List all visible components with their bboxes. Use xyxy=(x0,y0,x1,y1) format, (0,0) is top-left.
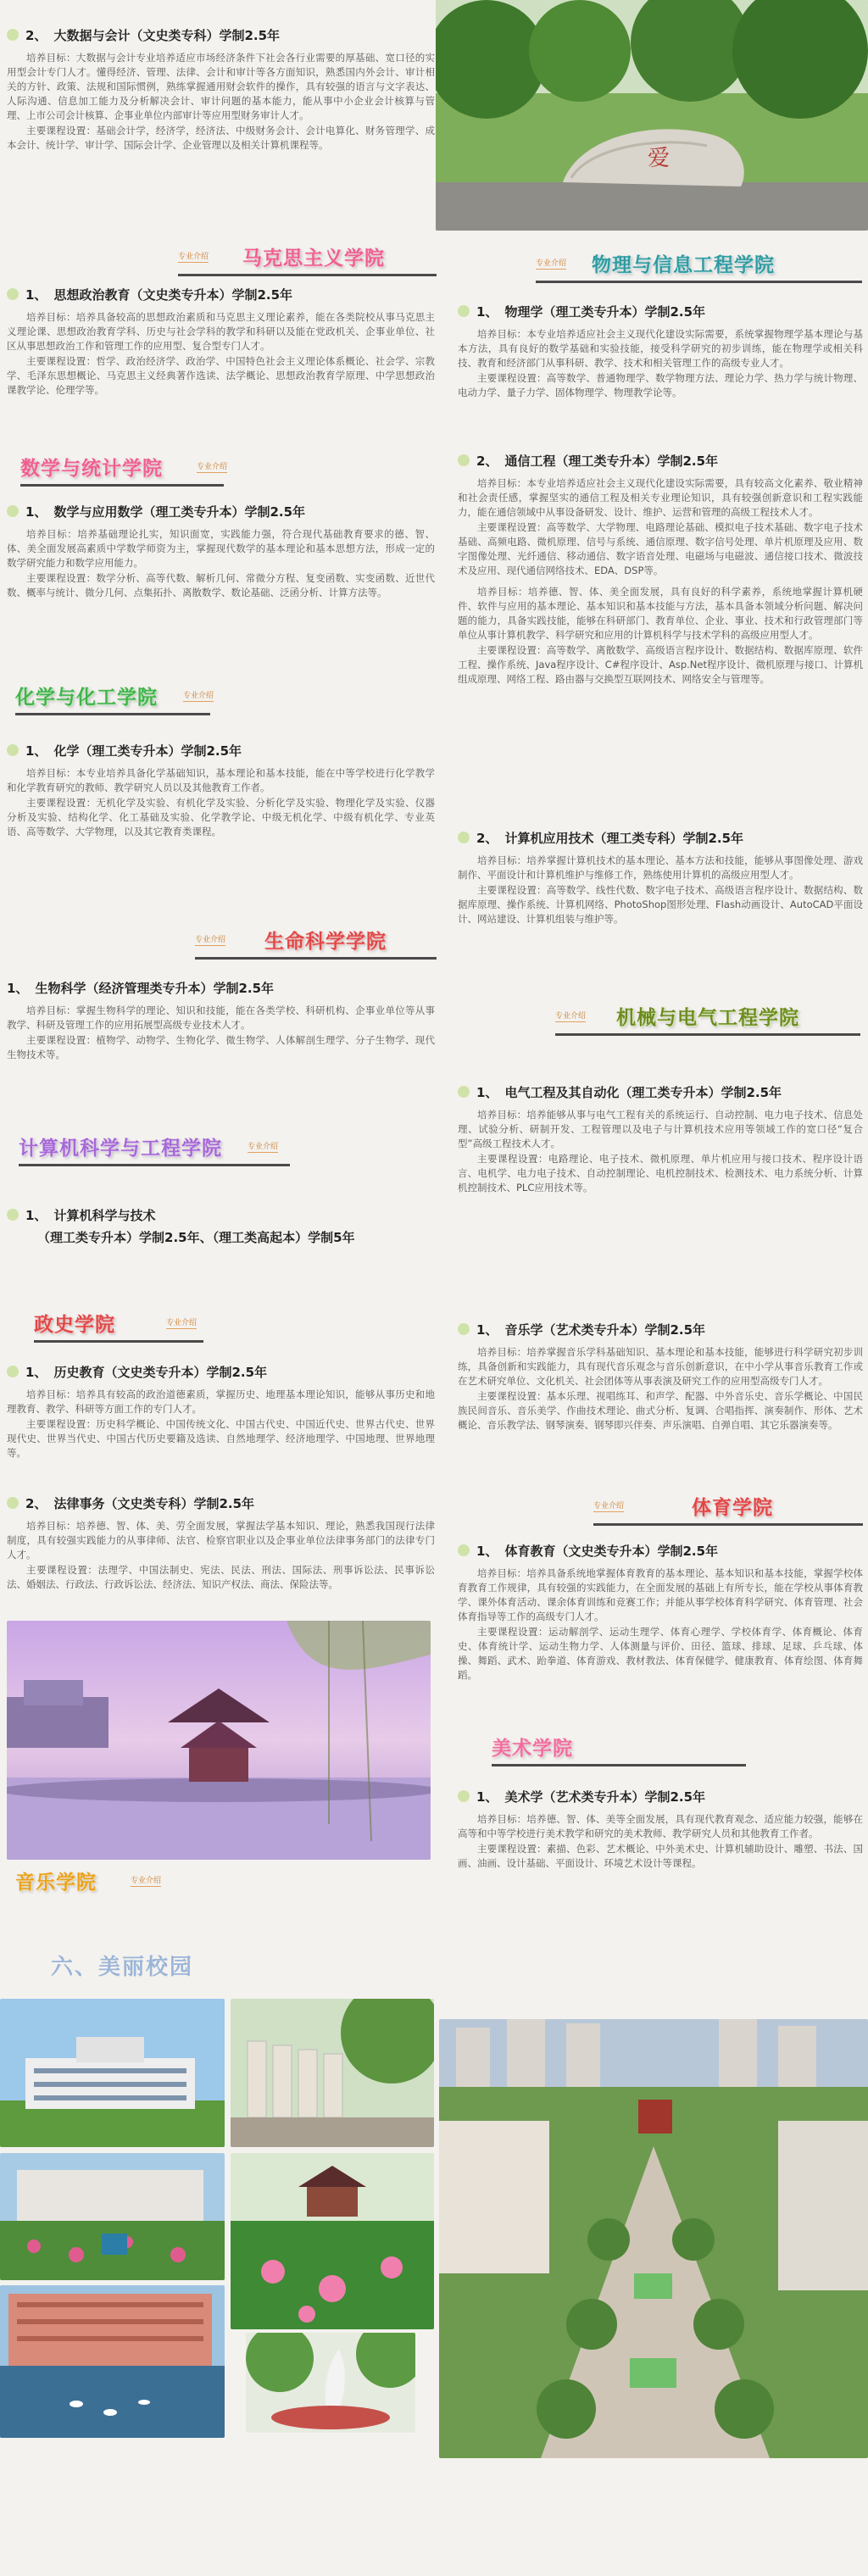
program-paragraph: 培养目标：培养德、智、体、美等全面发展，具有现代教育观念、适应能力较强，能够在高等和中等学校进行美术教学和研究的美术教师、教学研究人员和其他教育工作者。 xyxy=(458,1813,863,1839)
program-paragraph: 主要课程设置：基础会计学，经济学，经济法、中级财务会计、会计电算化、财务管理学、成本会计、统计学、审计学、国际会计学、企业管理以及相关计算机课程等。 xyxy=(7,125,435,151)
program-heading: 1、 物理学（理工类专升本）学制2.5年 xyxy=(458,300,863,322)
physics-program-block-2 xyxy=(458,449,863,822)
program-heading: 1、 思想政治教育（文史类专升本）学制2.5年 xyxy=(7,283,435,305)
college-name: 数学与统计学院 xyxy=(20,457,163,480)
program-paragraph: 主要课程设置：运动解剖学、运动生理学、体育心理学、学校体育学、体育概论、体育史、体育统计学、运动生物力学、人体测量与评价、田径、篮球、排球、足球、乒乓球、体操、舞蹈、武术、跆拳道、体育游戏、教材教法、体育保健学、健康教育、体育绘图、体育舞蹈。 xyxy=(458,1626,863,1681)
program-paragraph: 培养目标：培养能够从事与电气工程有关的系统运行、自动控制、电力电子技术、信息处理、试验分析、研制开发、工程管理以及电子与计算机技术应用等领域工作的宽口径“复合型”高级工程技术人才。 xyxy=(458,1109,863,1149)
politics-program-block-1 xyxy=(7,1360,435,1488)
college-name: 生命科学学院 xyxy=(264,930,387,953)
intro-tag: 专业介绍 xyxy=(593,1499,624,1512)
college-physics-heading xyxy=(536,246,862,280)
college-name: 机械与电气工程学院 xyxy=(616,1006,800,1029)
program-heading: 1、 化学（理工类专升本）学制2.5年 xyxy=(7,739,435,761)
program-paragraph: 培养目标：本专业培养适应社会主义现代化建设实际需要，系统掌握物理学基本理论与基本方法，具有良好的数学基础和实验技能，接受科学研究的初步训练，能在物理学或相关科技、教育和经济部门从事科研、教学、技术和相关管理工作的高级专业人才。 xyxy=(458,328,863,369)
intro-tag: 专业介绍 xyxy=(166,1316,197,1329)
college-marx-heading xyxy=(178,239,437,273)
physics-program-block-1 xyxy=(458,300,863,440)
program-heading: 1、 电气工程及其自动化（理工类专升本）学制2.5年 xyxy=(458,1081,863,1103)
program-paragraph: 培养目标：培养基础理论扎实，知识面宽，实践能力强，符合现代基础教育要求的德、智、体、美全面发展高素质中学数学师资为主，掌握现代数学的基本理论和基本思想方法，形成一定的数学研究能力和数学应用能力。 xyxy=(7,528,435,569)
program-paragraph: 培养目标：培养掌握计算机技术的基本理论、基本方法和技能，能够从事图像处理、游戏制作、平面设计和计算机维护与维修工作，熟练使用计算机的高级应用型人才。 xyxy=(458,854,863,881)
program-heading: 2、 通信工程（理工类专升本）学制2.5年 xyxy=(458,449,863,471)
bullet-dot-icon xyxy=(7,29,19,41)
program-paragraph: 培养目标：培养德、智、体、美、劳全面发展，掌握法学基本知识、理论，熟悉我国现行法律制度，具有较强实践能力的从事律师、法官、检察官职业以及企事业单位法律事务部门的法律专门人才。 xyxy=(7,1520,435,1561)
chem-program-block xyxy=(7,739,435,892)
program-paragraph: 培养目标：培养具有较高的政治道德素质，掌握历史、地理基本理论知识，能够从事历史和地理教育、教学、科研等方面工作的专门人才。 xyxy=(7,1388,435,1415)
pavilion-photo xyxy=(7,1621,431,1860)
program-paragraph: 主要课程设置：电路理论、电子技术、微机原理、单片机应用与接口技术、程序设计语言、电机学、电力电子技术、自动控制理论、电机控制技术、检测技术、电力系统分析、计算机控制技术、PLC应用技术等。 xyxy=(458,1153,863,1193)
math-program-block xyxy=(7,500,435,644)
sports-program-block xyxy=(458,1539,863,1730)
program-paragraph: 培养目标：大数据与会计专业培养适应市场经济条件下社会各行业需要的厚基础、宽口径的实用型会计专门人才。懂得经济、管理、法律、会计和审计等各方面知识，熟悉国内外会计、审计相关的方针、政策、法规和国际惯例，熟练掌握通用财会软件的操作，具有较强的语言与文字表达、人际沟通、信息加工能力及分析解决会计、审计问题的基本能力，能从事中小企业会计核算与管理、上市公司会计核算、企事业单位内部审计等应用型财务审计人才。 xyxy=(7,52,435,121)
college-chem-heading xyxy=(15,678,270,712)
college-name: 美术学院 xyxy=(492,1737,573,1760)
campus-rock-photo xyxy=(436,0,868,231)
campus-photo-statue xyxy=(246,2333,415,2433)
program-paragraph: 主要课程设置：数学分析、高等代数、解析几何、常微分方程、复变函数、实变函数、近世代数、概率与统计、微分几何、点集拓扑、离散数学、数论基础、泛函分析、计算方法等。 xyxy=(7,572,435,598)
college-name: 马克思主义学院 xyxy=(242,247,386,270)
college-name: 音乐学院 xyxy=(15,1871,97,1894)
college-sports-heading xyxy=(593,1488,863,1522)
intro-tag: 专业介绍 xyxy=(197,460,227,473)
college-name: 化学与化工学院 xyxy=(15,686,158,709)
program-paragraph: 培养目标：掌握生物科学的理论、知识和技能，能在各类学校、科研机构、企事业单位等从事教学、科研及管理工作的应用拓展型高级专业技术人才。 xyxy=(7,1004,435,1031)
intro-tag: 专业介绍 xyxy=(183,689,214,702)
program-heading: 2、 大数据与会计（文史类专科）学制2.5年 xyxy=(7,24,435,46)
bullet-dot-icon xyxy=(458,1323,470,1335)
program-paragraph: 培养目标：培养具备较高的思想政治素质和马克思主义理论素养，能在各类院校从事马克思主义理论课、思想政治教育学科、历史与社会学科的教学和科研以及能在党政机关、企事业单位、社区从事思想政治工作和管理工作的应用型、复合型专门人才。 xyxy=(7,311,435,352)
campus-photo-lake xyxy=(0,2285,225,2438)
campus-photo-aerial xyxy=(439,2019,868,2458)
bullet-dot-icon xyxy=(7,1366,19,1377)
program-paragraph: 主要课程设置：素描、色彩、艺术概论、中外美术史、计算机辅助设计、雕塑、书法、国画、油画、设计基础、平面设计、环境艺术设计等课程。 xyxy=(458,1843,863,1869)
campus-photo-stone-tablets xyxy=(231,1999,434,2147)
intro-tag: 专业介绍 xyxy=(555,1010,586,1022)
program-heading: 1、 体育教育（文史类专升本）学制2.5年 xyxy=(458,1539,863,1561)
campus-photo-lotus-pavilion xyxy=(231,2153,434,2329)
program-heading: 1、 音乐学（艺术类专升本）学制2.5年 xyxy=(458,1318,863,1340)
college-math-heading xyxy=(20,449,275,483)
college-art-heading xyxy=(492,1729,746,1763)
campus-photo-building xyxy=(0,1999,225,2147)
intro-tag: 专业介绍 xyxy=(536,257,566,270)
program-paragraph: 培养目标：本专业培养适应社会主义现代化建设实际需要，具有较高文化素养、敬业精神和社会责任感，掌握坚实的通信工程及相关专业理论知识，具有较强创新意识和工程实践能力，能在通信领域中从事设备研发、设计、维护、运营和管理的高级工程技术人才。 xyxy=(458,477,863,518)
program-subtitle: （理工类专升本）学制2.5年、（理工类高起本）学制5年 xyxy=(37,1229,355,1245)
marx-program-block xyxy=(7,283,435,431)
program-paragraph: 培养目标：培养掌握音乐学科基础知识、基本理论和基本技能，能够进行科学研究初步训练，具备创新和实践能力，具有现代音乐观念与音乐创新意识，在中小学从事音乐教育工作或在艺术研究单位、文化机关、社会团体等从事表演及研究工作的应用型高级专门人才。 xyxy=(458,1346,863,1387)
life-program-block xyxy=(7,976,435,1104)
accounting-block xyxy=(7,24,435,248)
college-name: 计算机科学与工程学院 xyxy=(19,1137,222,1160)
bullet-dot-icon xyxy=(7,505,19,517)
college-name: 政史学院 xyxy=(34,1313,115,1336)
program-paragraph: 主要课程设置：高等数学、普通物理学、数学物理方法、理论力学、热力学与统计物理、电动力学、量子力学、固体物理学、物理教学论等。 xyxy=(458,372,863,398)
program-heading: 1、 计算机科学与技术 xyxy=(7,1204,435,1226)
college-music-heading xyxy=(15,1863,236,1897)
program-paragraph: 主要课程设置：高等数学、线性代数、数字电子技术、高级语言程序设计、数据结构、数据库原理、操作系统、计算机网络、PhotoShop图形处理、Flash动画设计、AutoCAD平面设计、网站建设、计算机组装与维护等。 xyxy=(458,884,863,925)
svg-text:爱: 爱 xyxy=(648,146,670,171)
intro-tag: 专业介绍 xyxy=(131,1874,161,1887)
program-paragraph: 主要课程设置：法理学、中国法制史、宪法、民法、刑法、国际法、刑事诉讼法、民事诉讼法、婚姻法、行政法、行政诉讼法、经济法、知识产权法、商法、保险法等。 xyxy=(7,1564,435,1590)
program-heading: 2、 法律事务（文史类专科）学制2.5年 xyxy=(7,1492,435,1514)
college-life-heading xyxy=(195,922,437,956)
program-paragraph: 主要课程设置：植物学、动物学、生物化学、微生物学、人体解剖生理学、分子生物学、现代生物技术等。 xyxy=(7,1034,435,1060)
intro-tag: 专业介绍 xyxy=(195,933,225,946)
program-paragraph: 主要课程设置：哲学、政治经济学、政治学、中国特色社会主义理论体系概论、社会学、宗教学、毛泽东思想概论、马克思主义经典著作选读、法学概论、思想政治教育学原理、中学思想政治课教学论、伦理学等。 xyxy=(7,355,435,396)
program-heading: 1、 美术学（艺术类专升本）学制2.5年 xyxy=(458,1785,863,1807)
politics-program-block-2 xyxy=(7,1492,435,1619)
college-cs-heading xyxy=(19,1129,358,1163)
program-heading: 1、 生物科学（经济管理类专升本）学制2.5年 xyxy=(7,980,275,996)
program-heading: 1、 历史教育（文史类专升本）学制2.5年 xyxy=(7,1360,435,1383)
college-name: 体育学院 xyxy=(692,1496,774,1519)
campus-section-heading: 六、美丽校园 xyxy=(51,1955,194,1980)
program-paragraph: 培养目标：本专业培养具备化学基础知识，基本理论和基本技能，能在中等学校进行化学教学和化学教育研究的教师、教学研究人员以及其他教育工作者。 xyxy=(7,767,435,793)
program-paragraph: 主要课程设置：高等数学、离散数学、高级语言程序设计、数据结构、数据库原理、软件工程、操作系统、Java程序设计、C#程序设计、Asp.Net程序设计、微机原理与接口、计算机组成原理、网络工程、路由器与交换型互联网技术、网络安全与管理等。 xyxy=(458,644,863,685)
bullet-dot-icon xyxy=(458,832,470,843)
cs-program-block xyxy=(7,1204,435,1255)
bullet-dot-icon xyxy=(7,1497,19,1509)
bullet-dot-icon xyxy=(458,1086,470,1098)
college-mech-heading xyxy=(555,999,860,1032)
campus-photo-garden xyxy=(0,2153,225,2280)
program-paragraph: 主要课程设置：基本乐理、视唱练耳、和声学、配器、中外音乐史、音乐学概论、中国民族民间音乐、音乐美学、作曲技术理论、曲式分析、复调、合唱指挥、演奏制作、形体、艺术概论、音乐教学法、钢琴演奏、钢琴即兴伴奏、声乐演唱、自弹自唱、其它乐器演奏等。 xyxy=(458,1390,863,1431)
program-paragraph: 主要课程设置：无机化学及实验、有机化学及实验、分析化学及实验、物理化学及实验、仪器分析及实验、结构化学、化工基础及实验、化学教学论、中级无机化学、中级有机化学、专业英语、高等数学、大学物理，以及其它教育类课程。 xyxy=(7,797,435,837)
music-program-block xyxy=(458,1318,863,1488)
college-name: 物理与信息工程学院 xyxy=(592,253,776,276)
physics-program-block-3 xyxy=(458,826,863,971)
program-heading: 1、 数学与应用数学（理工类专升本）学制2.5年 xyxy=(7,500,435,522)
program-paragraph: 主要课程设置：高等数学、大学物理、电路理论基础、模拟电子技术基础、数字电子技术基础、高频电路、微机原理、信号与系统、通信原理、数字信号处理、单片机原理及应用、数字图像处理、光纤通信、移动通信、数字语音处理、电磁场与电磁波、通信接口技术、微波技术及应用、现代通信网络技术、EDA、DSP等。 xyxy=(458,521,863,576)
bullet-dot-icon xyxy=(7,1209,19,1221)
mech-program-block xyxy=(458,1081,863,1233)
program-paragraph: 主要课程设置：历史科学概论、中国传统文化、中国古代史、中国近代史、世界古代史、世界现代史、世界当代史、中国古代历史要籍及选读、自然地理学、经济地理学、中国地理、世界地理等。 xyxy=(7,1418,435,1459)
bullet-dot-icon xyxy=(7,744,19,756)
bullet-dot-icon xyxy=(7,288,19,300)
intro-tag: 专业介绍 xyxy=(248,1140,278,1153)
bullet-dot-icon xyxy=(458,454,470,466)
program-paragraph: 培养目标：培养具备系统地掌握体育教育的基本理论、基本知识和基本技能，掌握学校体育教育工作规律，具有较强的实践能力，在全面发展的基础上有所专长，能在学校从事体育教学、课外体育活动、课余体育训练和竞赛工作；并能从事学校体育科学研究、体育管理、社会体育指导等工作的高级专门人才。 xyxy=(458,1567,863,1622)
program-heading: 2、 计算机应用技术（理工类专科）学制2.5年 xyxy=(458,826,863,848)
intro-tag: 专业介绍 xyxy=(178,250,209,263)
art-program-block xyxy=(458,1785,863,1921)
college-politics-heading xyxy=(34,1305,254,1339)
bullet-dot-icon xyxy=(458,1544,470,1556)
program-paragraph: 培养目标：培养德、智、体、美全面发展，具有良好的科学素养，系统地掌握计算机硬件、软件与应用的基本理论、基本知识和基本技能与方法，基本具备本领域分析问题、解决问题的能力，具备实践技能，能够在科研部门、教育单位、企业、事业、技术和行政管理部门等单位从事计算机教学、科学研究和应用的计算机科学与技术学科的高级应用型人才。 xyxy=(458,586,863,641)
bullet-dot-icon xyxy=(458,1790,470,1802)
bullet-dot-icon xyxy=(458,305,470,317)
